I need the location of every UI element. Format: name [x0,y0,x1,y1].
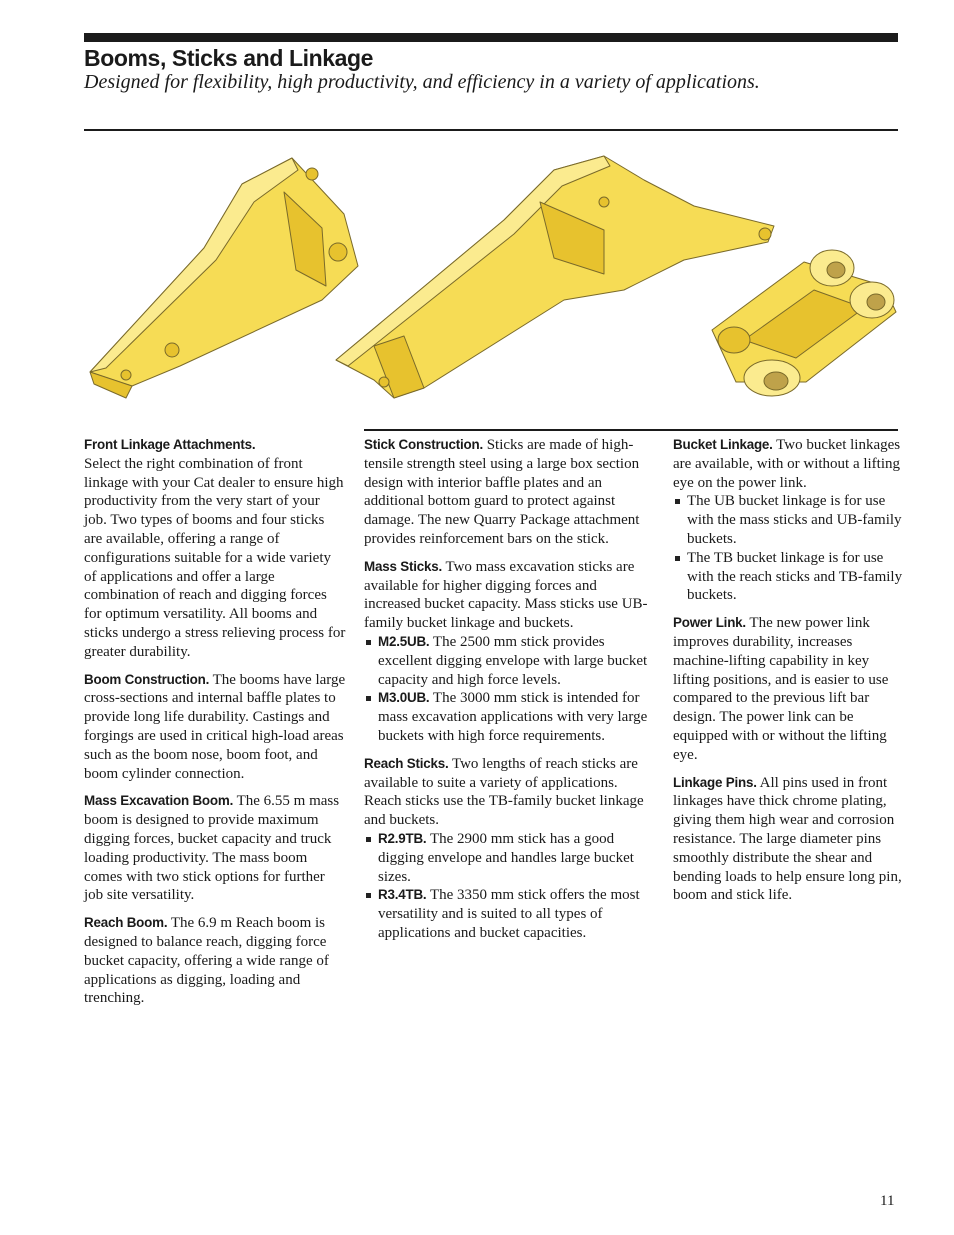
mass-boom-heading: Mass Excavation Boom. [84,793,234,809]
boom-construction-body: The booms have large cross-sections and internal baffle plates to provide long life durability. Castings and forgings are used in critical high-load areas such as the boom nose, boom foot, and boom cylinder connection. [84,671,346,782]
stick-pin-tip [759,228,771,240]
column-3 [673,436,909,914]
boom-construction-paragraph [84,671,346,784]
list-item [364,689,650,745]
power-link-heading: Power Link. [673,615,746,631]
boom-pin-nose [121,370,131,380]
boom-construction-heading: Boom Construction. [84,671,210,687]
front-linkage-body: Select the right combination of front linkage with your Cat dealer to ensure high productivity from the very start of your job. Two types of booms and four sticks are available, offering a range of configurations suitable for a wide variety of applications and offer a large combination of reach and digging forces for optimum versatility. All booms and sticks undergo a stress relieving process for greater durability. [84,455,346,660]
power-link-paragraph [673,614,909,764]
power-link-eye-back [718,327,750,353]
stick-construction-heading: Stick Construction. [364,437,483,452]
mass-boom-paragraph [84,792,346,905]
stick-illustration [336,156,774,398]
item-heading: R3.4TB. [378,887,427,903]
linkage-illustration [84,150,898,412]
list-item: The TB bucket linkage is for use with the reach sticks and TB-family buckets. [673,549,909,605]
stick-construction-body: Sticks are made of high-tensile strength steel using a large box section design with interior baffle plates and an additional bottom guard to protect against damage. The new Quarry Package attachment provides reinforcement bars on the stick. [364,437,640,547]
reach-sticks-body: Two lengths of reach sticks are available to suite a variety of applications. Reach sticks use the TB-family bucket linkage and buckets. [364,755,644,829]
item-body: The 2900 mm stick has a good digging envelope and handles large bucket sizes. [378,830,634,885]
item-body: The 3000 mm stick is intended for mass excavation applications with very large buckets with high force requirements. [378,690,648,744]
item-body: The 3350 mm stick offers the most versatility and is suited to all types of applications and bucket capacities. [378,887,640,941]
stick-pin-nose [379,377,389,387]
bucket-linkage-list [673,492,909,605]
front-linkage-paragraph [84,436,346,662]
list-item [364,633,650,689]
list-item: The UB bucket linkage is for use with the mass sticks and UB-family buckets. [673,492,909,548]
item-heading: M3.0UB. [378,690,430,706]
header-rule-thick [84,33,898,42]
page-title: Booms, Sticks and Linkage [84,45,374,71]
reach-boom-heading: Reach Boom. [84,915,168,931]
bucket-linkage-heading: Bucket Linkage. [673,437,773,452]
page-subtitle: Designed for flexibility, high productivity, and efficiency in a variety of applications. [84,71,760,93]
list-item [364,886,650,942]
boom-illustration [90,158,358,398]
column-2 [364,436,650,952]
mass-sticks-heading: Mass Sticks. [364,558,442,574]
stick-pin-mid [599,197,609,207]
reach-boom-paragraph [84,914,346,1008]
linkage-pins-paragraph [673,774,909,906]
stick-construction-paragraph [364,436,650,549]
mass-sticks-list [364,633,650,746]
linkage-pins-body: All pins used in front linkages have thick chrome plating, giving them high wear and corrosion resistance. The large diameter pins smoothly distribute the shear and bending loads to help ensure long pin, boom and stick life. [673,774,902,904]
reach-boom-body: The 6.9 m Reach boom is designed to balance reach, digging force bucket capacity, offering a wide range of applications as digging, loading and trenching. [84,915,329,1007]
mass-sticks-body: Two mass excavation sticks are available for higher digging forces and increased bucket capacity. Mass sticks use UB-family bucket linkage and buckets. [364,558,648,632]
front-linkage-heading: Front Linkage Attachments. [84,437,256,452]
boom-pin-cylinder [329,243,347,261]
reach-sticks-list [364,830,650,943]
mass-boom-body: The 6.55 m mass boom is designed to provide maximum digging forces, bucket capacity and truck loading productivity. The mass boom comes with two stick options for further job site versatility. [84,793,340,904]
bucket-linkage-body: Two bucket linkages are available, with or without a lifting eye on the power link. [673,437,901,491]
reach-sticks-heading: Reach Sticks. [364,755,449,771]
illustration-rule [364,429,898,431]
page-number: 11 [880,1193,895,1209]
bucket-linkage-paragraph [673,436,909,492]
mass-sticks-paragraph [364,558,650,633]
boom-pin-upper [306,168,318,180]
reach-sticks-paragraph [364,755,650,830]
item-body: The 2500 mm stick provides excellent digging envelope with large bucket capacity and high force levels. [378,633,648,688]
power-link-illustration [712,250,896,396]
column-1 [84,436,346,1017]
power-link-body: The new power link improves durability, increases machine-lifting capability in key lifting positions, and is easier to use compared to the previous lift bar design. The power link can be equipped with or without the lifting eye. [673,615,889,763]
boom-pin-foot [165,343,179,357]
item-heading: M2.5UB. [378,633,430,649]
list-item [364,830,650,886]
linkage-pins-heading: Linkage Pins. [673,774,757,790]
header-rule-thin [84,129,898,131]
item-heading: R2.9TB. [378,830,427,846]
